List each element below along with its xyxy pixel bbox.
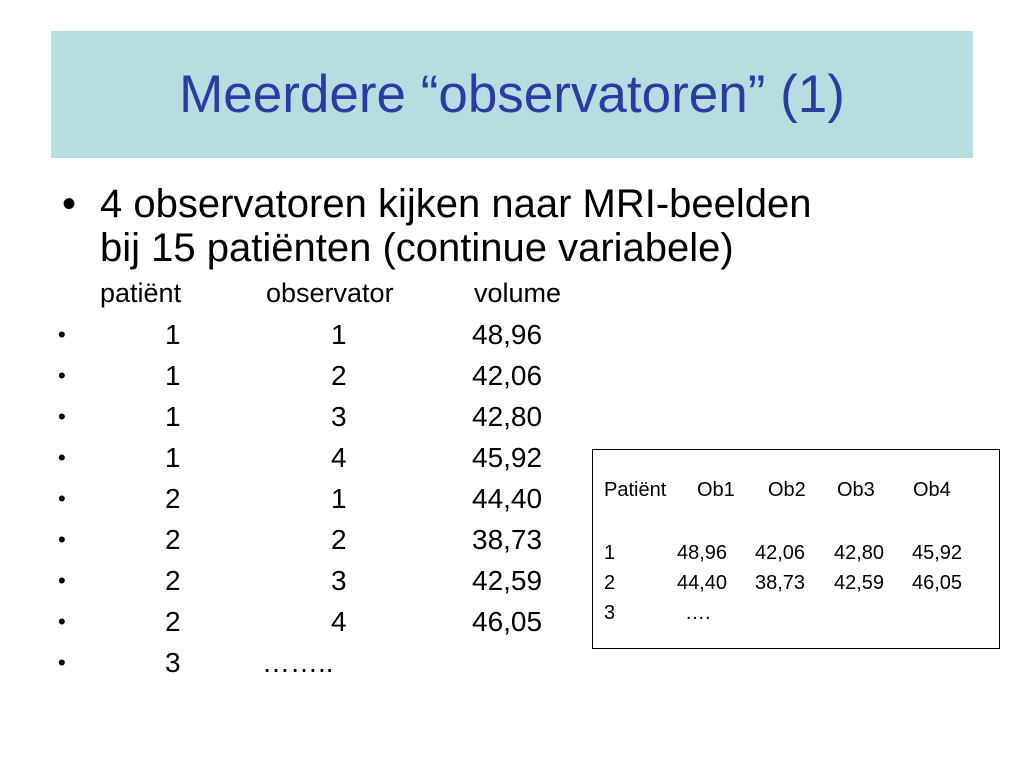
volume-cell: 42,59 [472, 565, 543, 596]
header-patient: patiënt [100, 278, 182, 308]
patient-cell: 1 [165, 442, 181, 473]
volume-cell: 48,96 [472, 319, 543, 350]
box-row-2-ob2: 38,73 [755, 572, 806, 594]
summary-table-box [592, 449, 1000, 649]
patient-cell: 2 [165, 524, 181, 555]
bullet-marker: • [58, 568, 66, 593]
volume-cell: 46,05 [472, 606, 543, 637]
observer-cell: 2 [331, 524, 347, 555]
patient-cell: 3 [165, 647, 181, 678]
patient-cell: 2 [165, 483, 181, 514]
observer-cell: 3 [331, 565, 347, 596]
box-row-1-ob3: 42,80 [834, 542, 885, 564]
box-row-3-ellipsis: …. [685, 602, 711, 624]
table-row [0, 318, 600, 352]
box-row-2-ob3: 42,59 [834, 572, 885, 594]
table-row [0, 605, 600, 639]
main-bullet-line-2: bij 15 patiënten (continue variabele) [100, 226, 734, 270]
bullet-marker: • [58, 609, 66, 634]
table-row [0, 441, 600, 475]
bullet-marker: • [62, 182, 77, 226]
table-row [0, 564, 600, 598]
header-volume: volume [474, 278, 562, 308]
bullet-marker: • [58, 650, 66, 675]
ellipsis-cell: …….. [262, 647, 334, 678]
volume-cell: 45,92 [472, 442, 543, 473]
bullet-marker: • [58, 322, 66, 347]
slide-title: Meerdere “observatoren” (1) [179, 65, 845, 124]
patient-cell: 1 [165, 319, 181, 350]
bullet-marker: • [58, 363, 66, 388]
box-header-patient: Patiënt [604, 479, 667, 501]
table-row [0, 359, 600, 393]
box-row-3-patient: 3 [604, 602, 616, 624]
volume-cell: 38,73 [472, 524, 543, 555]
observer-cell: 1 [331, 483, 347, 514]
table-row [0, 482, 600, 516]
box-row-1-ob2: 42,06 [755, 542, 806, 564]
volume-cell: 42,80 [472, 401, 543, 432]
table-row [0, 400, 600, 434]
bullet-marker: • [58, 486, 66, 511]
main-bullet-text [100, 182, 960, 270]
volume-cell: 42,06 [472, 360, 543, 391]
patient-cell: 1 [165, 360, 181, 391]
volume-cell: 44,40 [472, 483, 543, 514]
observer-cell: 4 [331, 606, 347, 637]
observer-cell: 2 [331, 360, 347, 391]
box-header-ob2: Ob2 [768, 479, 806, 501]
box-header-ob4: Ob4 [913, 479, 951, 501]
observer-cell: 4 [331, 442, 347, 473]
main-bullet-line-1: 4 observatoren kijken naar MRI-beelden [100, 182, 812, 226]
bullet-marker: • [58, 445, 66, 470]
header-observator: observator [266, 278, 394, 308]
observer-cell: 3 [331, 401, 347, 432]
box-row-2-ob1: 44,40 [677, 572, 728, 594]
table-row [0, 523, 600, 557]
patient-cell: 2 [165, 565, 181, 596]
box-row-1-patient: 1 [604, 542, 616, 564]
box-header-ob1: Ob1 [697, 479, 735, 501]
table-row [0, 646, 600, 680]
title-bar [51, 31, 973, 158]
bullet-marker: • [58, 404, 66, 429]
box-row-1-ob1: 48,96 [677, 542, 728, 564]
box-row-1-ob4: 45,92 [912, 542, 963, 564]
box-row-2-patient: 2 [604, 572, 616, 594]
box-row-2-ob4: 46,05 [912, 572, 963, 594]
bullet-marker: • [58, 527, 66, 552]
patient-cell: 1 [165, 401, 181, 432]
patient-cell: 2 [165, 606, 181, 637]
box-header-ob3: Ob3 [837, 479, 875, 501]
observer-cell: 1 [331, 319, 347, 350]
